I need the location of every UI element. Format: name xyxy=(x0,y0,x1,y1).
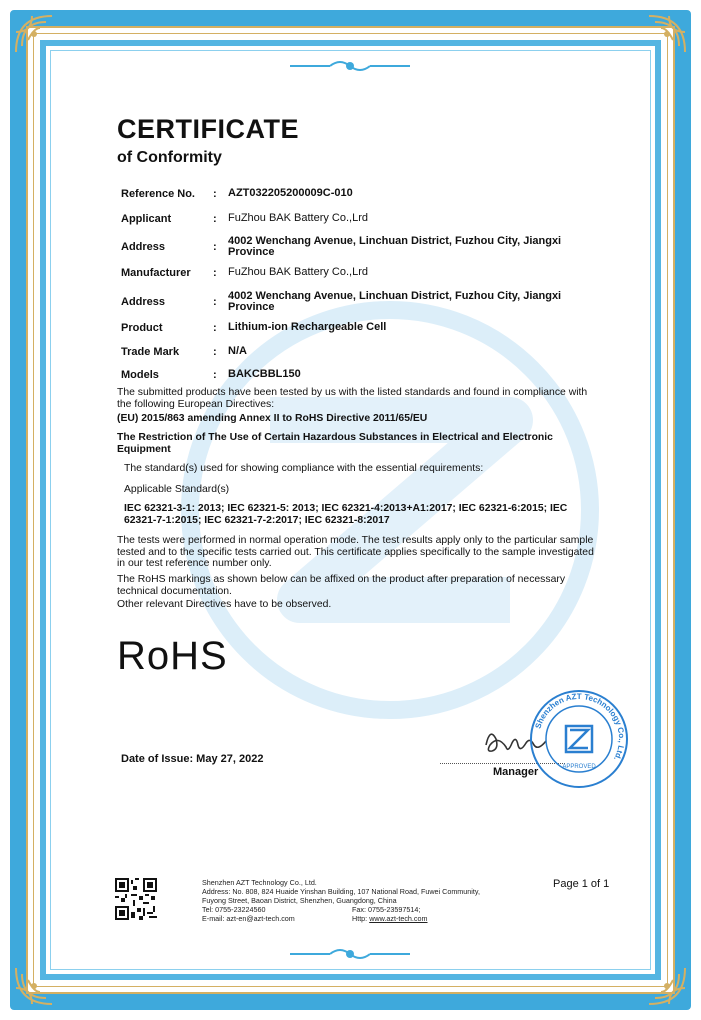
corner-ornament-icon xyxy=(12,950,70,1008)
footer-address-1: Address: No. 808, 824 Huaide Yinshan Building, 107 National Road, Fuwei Community, xyxy=(202,887,480,896)
field-value: 4002 Wenchang Avenue, Linchuan District, Fuzhou City, Jiangxi Province xyxy=(228,290,562,313)
field-label: Address xyxy=(121,296,166,308)
footer-tel: Tel: 0755-23224560 xyxy=(202,905,266,914)
other-directives-note: Other relevant Directives have to be observed. xyxy=(117,599,332,610)
markings-note: The RoHS markings as shown below can be affixed on the product after preparation of necessary technical documentation. xyxy=(117,574,566,597)
rohs-mark: RoHS xyxy=(117,634,228,678)
bottom-ornament-icon xyxy=(290,946,410,962)
qr-code-icon xyxy=(115,878,157,920)
field-value: BAKCBBL150 xyxy=(228,368,301,380)
field-colon: : xyxy=(213,346,217,358)
date-of-issue: Date of Issue: May 27, 2022 xyxy=(121,753,264,765)
footer-fax: Fax: 0755-23597514; xyxy=(352,905,421,914)
manager-label: Manager xyxy=(493,766,539,778)
field-value: FuZhou BAK Battery Co.,Lrd xyxy=(228,266,369,278)
field-colon: : xyxy=(213,213,217,225)
certificate-subtitle: of Conformity xyxy=(117,149,222,166)
corner-ornament-icon xyxy=(631,950,689,1008)
field-value: Lithium-ion Rechargeable Cell xyxy=(228,321,387,333)
field-colon: : xyxy=(213,296,217,308)
field-colon: : xyxy=(213,369,217,381)
svg-text:Shenzhen AZT Technology Co., L: Shenzhen AZT Technology Co., Ltd. xyxy=(533,691,627,763)
footer-email[interactable]: E-mail: azt-en@azt-tech.com xyxy=(202,914,295,923)
field-label: Reference No. xyxy=(121,188,195,200)
tests-note: The tests were performed in normal operation mode. The test results apply only to the particular sample tested and to the specific tests carried out. This certificate applies specifically to the sample investigated in our test reference number only. xyxy=(117,535,594,569)
restriction-text: The Restriction of The Use of Certain Hazardous Substances in Electrical and Electronic Equipment xyxy=(117,432,553,455)
corner-ornament-icon xyxy=(12,12,70,70)
field-value: AZT032205200009C-010 xyxy=(228,187,353,199)
directive-text: (EU) 2015/863 amending Annex II to RoHS Directive 2011/65/EU xyxy=(117,413,428,424)
field-value: N/A xyxy=(228,345,247,357)
intro-text: The submitted products have been tested by us with the listed standards and found in compliance with the following European Directives: xyxy=(117,387,588,410)
field-label: Models xyxy=(121,369,159,381)
stamp-approved-text: APPROVED xyxy=(562,764,596,770)
footer-contact xyxy=(202,878,542,923)
standards-list: IEC 62321-3-1: 2013; IEC 62321-5: 2013; IEC 62321-4:2013+A1:2017; IEC 62321-6:2015; IEC 62321-7-1:2015; IEC 62321-7-2:2017; IEC 62321-8:2017 xyxy=(124,503,568,526)
field-value: 4002 Wenchang Avenue, Linchuan District, Fuzhou City, Jiangxi Province xyxy=(228,235,562,258)
applicable-standards-label: Applicable Standard(s) xyxy=(124,484,230,495)
field-colon: : xyxy=(213,322,217,334)
field-colon: : xyxy=(213,267,217,279)
field-label: Trade Mark xyxy=(121,346,180,358)
field-label: Manufacturer xyxy=(121,267,191,279)
page-number: Page 1 of 1 xyxy=(553,878,610,890)
footer-website-link[interactable]: www.azt-tech.com xyxy=(369,914,428,923)
corner-ornament-icon xyxy=(631,12,689,70)
footer-address-2: Fuyong Street, Baoan District, Shenzhen, Guangdong, China xyxy=(202,896,397,905)
footer-company: Shenzhen AZT Technology Co., Ltd. xyxy=(202,878,317,887)
field-label: Applicant xyxy=(121,213,172,225)
field-value: FuZhou BAK Battery Co.,Lrd xyxy=(228,212,369,224)
field-label: Address xyxy=(121,241,166,253)
standards-used-text: The standard(s) used for showing compliance with the essential requirements: xyxy=(124,463,484,474)
field-colon: : xyxy=(213,241,217,253)
top-ornament-icon xyxy=(290,58,410,74)
certificate-title: CERTIFICATE xyxy=(117,114,299,144)
footer-http-label: Http: xyxy=(352,914,368,923)
company-stamp-icon xyxy=(528,688,630,790)
field-label: Product xyxy=(121,322,163,334)
field-colon: : xyxy=(213,188,217,200)
